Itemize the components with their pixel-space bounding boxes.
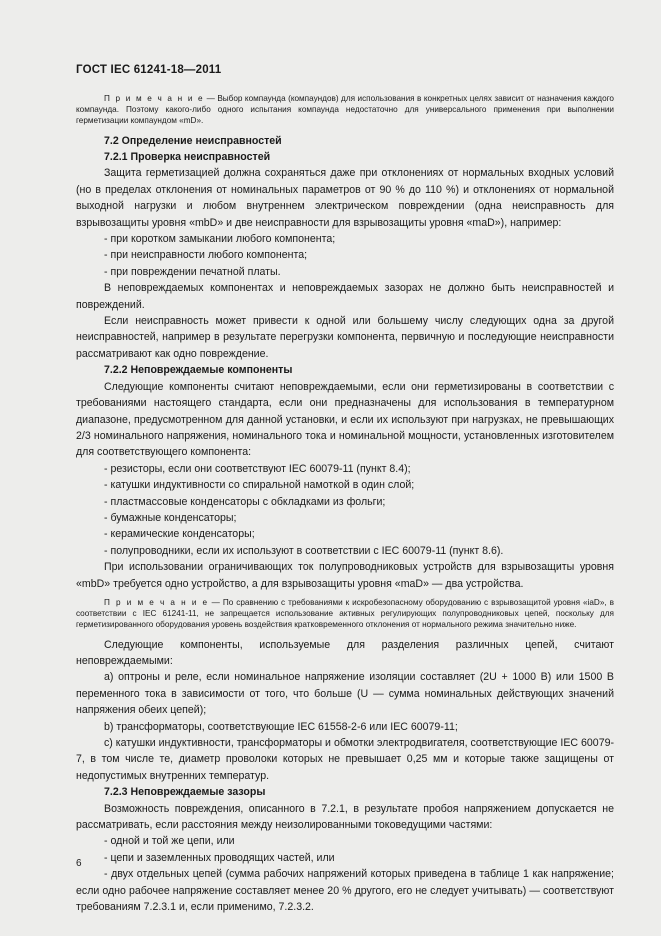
list-item: - полупроводники, если их используют в соответствии с IEC 60079-11 (пункт 8.6). [104,544,504,557]
list-item: - пластмассовые конденсаторы с обкладками из фольги; [104,495,386,508]
paragraph: Защита герметизацией должна сохраняться даже при отклонениях от нормальных входных условий (но в пределах отклонения от номинальных параметров от 90 % до 110 %) и отклонениях от нормальной выходной нагрузки и любом внутреннем электрическом повреждении (одна неисправность для взрывозащиты уровня «mbD» и две неисправности для взрывозащиты уровня «maD»), например: [76,167,614,229]
list-item-c: c) катушки индуктивности, трансформаторы и обмотки электродвигателя, соответствующие IEC 60079-7, в том числе те, диаметр проволоки которых не превышает 0,25 мм и которые также защищены от недопустимых внутренних температур. [76,737,615,782]
paragraph: Следующие компоненты считают неповреждаемыми, если они герметизированы в соответствии с требованиями настоящего стандарта, если они предназначены для использования в температурном диапазоне, предусмотренном для данной установки, и если их используют при нагрузках, не превышающих 2/3 номинального напряжения, номинального тока и номинальной мощности, установленных изготовителем для соответствующего компонента: [76,380,614,459]
list-item: - одной и той же цепи, или [104,835,235,848]
list-item: - при коротком замыкании любого компонента; [104,233,336,246]
list-item: - бумажные конденсаторы; [104,511,237,524]
paragraph: Возможность повреждения, описанного в 7.2.1, в результате пробоя напряжением допускается не рассматривать, если расстояния между неизолированными токоведущими частями: [76,802,614,832]
paragraph: В неповреждаемых компонентах и неповреждаемых зазорах не должно быть неисправностей и повреждений. [76,282,614,311]
page-content [76,93,614,916]
note-label: П р и м е ч а н и е [104,597,209,607]
note-text: — Выбор компаунда (компаундов) для использования в конкретных целях зависит от назначения каждого компаунда. Поэтому какого-либо одного испытания компаунда недостаточно для универсального применения при выполнении герметизации компаундом «mD». [76,94,614,126]
document-code-header: ГОСТ IEC 61241-18—2011 [76,64,222,76]
note-current-limiting [76,597,614,631]
list-item: - катушки индуктивности со спиральной намоткой в один слой; [104,479,415,492]
section-heading-7-2-3: 7.2.3 Неповреждаемые зазоры [104,786,266,799]
list-item: - при неисправности любого компонента; [104,249,308,262]
section-heading-7-2-1: 7.2.1 Проверка неисправностей [104,151,271,164]
list-item-b: b) трансформаторы, соответствующие IEC 61558-2-6 или IEC 60079-11; [104,720,458,733]
page-number: 6 [76,858,82,869]
list-item: - при повреждении печатной платы. [104,265,281,278]
note-text: — По сравнению с требованиями к искробезопасному оборудованию с взрывозащитой уровня «iaD», в соответствии с IEC 61241-11, не запрещается использование активных регулирующих полупроводниковых цепей, поскольку для герметизированного оборудования уровень воздействия кратковременного отклонения от нормального режима значительно ниже. [76,597,614,630]
list-item-a: a) оптроны и реле, если номинальное напряжение изоляции составляет (2U + 1000 В) или 1500 В переменного тока в зависимости от того, что больше (U — сумма номинальных действующих значений напряжения обеих цепей); [76,671,614,717]
note-label: П р и м е ч а н и е [104,94,205,103]
section-heading-7-2: 7.2 Определение неисправностей [104,134,282,147]
paragraph: Следующие компоненты, используемые для разделения различных цепей, считают неповреждаемыми: [76,638,614,667]
list-item: - резисторы, если они соответствуют IEC 60079-11 (пункт 8.4); [104,462,411,475]
list-item: - цепи и заземленных проводящих частей, или [104,851,335,864]
paragraph: При использовании ограничивающих ток полупроводниковых устройств для взрывозащиты уровня «mbD» требуется одно устройство, а для взрывозащиты уровня «maD» — два устройства. [76,561,614,590]
paragraph: Если неисправность может привести к одной или большему числу следующих одна за другой неисправностей, например в результате перегрузки компонента, первичную и последующие неисправности рассматривают как одно повреждение. [76,315,614,360]
section-heading-7-2-2: 7.2.2 Неповреждаемые компоненты [104,364,293,377]
list-item: - керамические конденсаторы; [104,528,255,541]
note-selection-of-compound [76,93,614,127]
list-item: - двух отдельных цепей (сумма рабочих напряжений которых приведена в таблице 1 как напряжение; если одно рабочее напряжение составляет менее 20 % другого, его не следует учитывать) — соответствуют требованиям 7.2.3.1 и, если применимо, 7.2.3.2. [76,868,614,914]
